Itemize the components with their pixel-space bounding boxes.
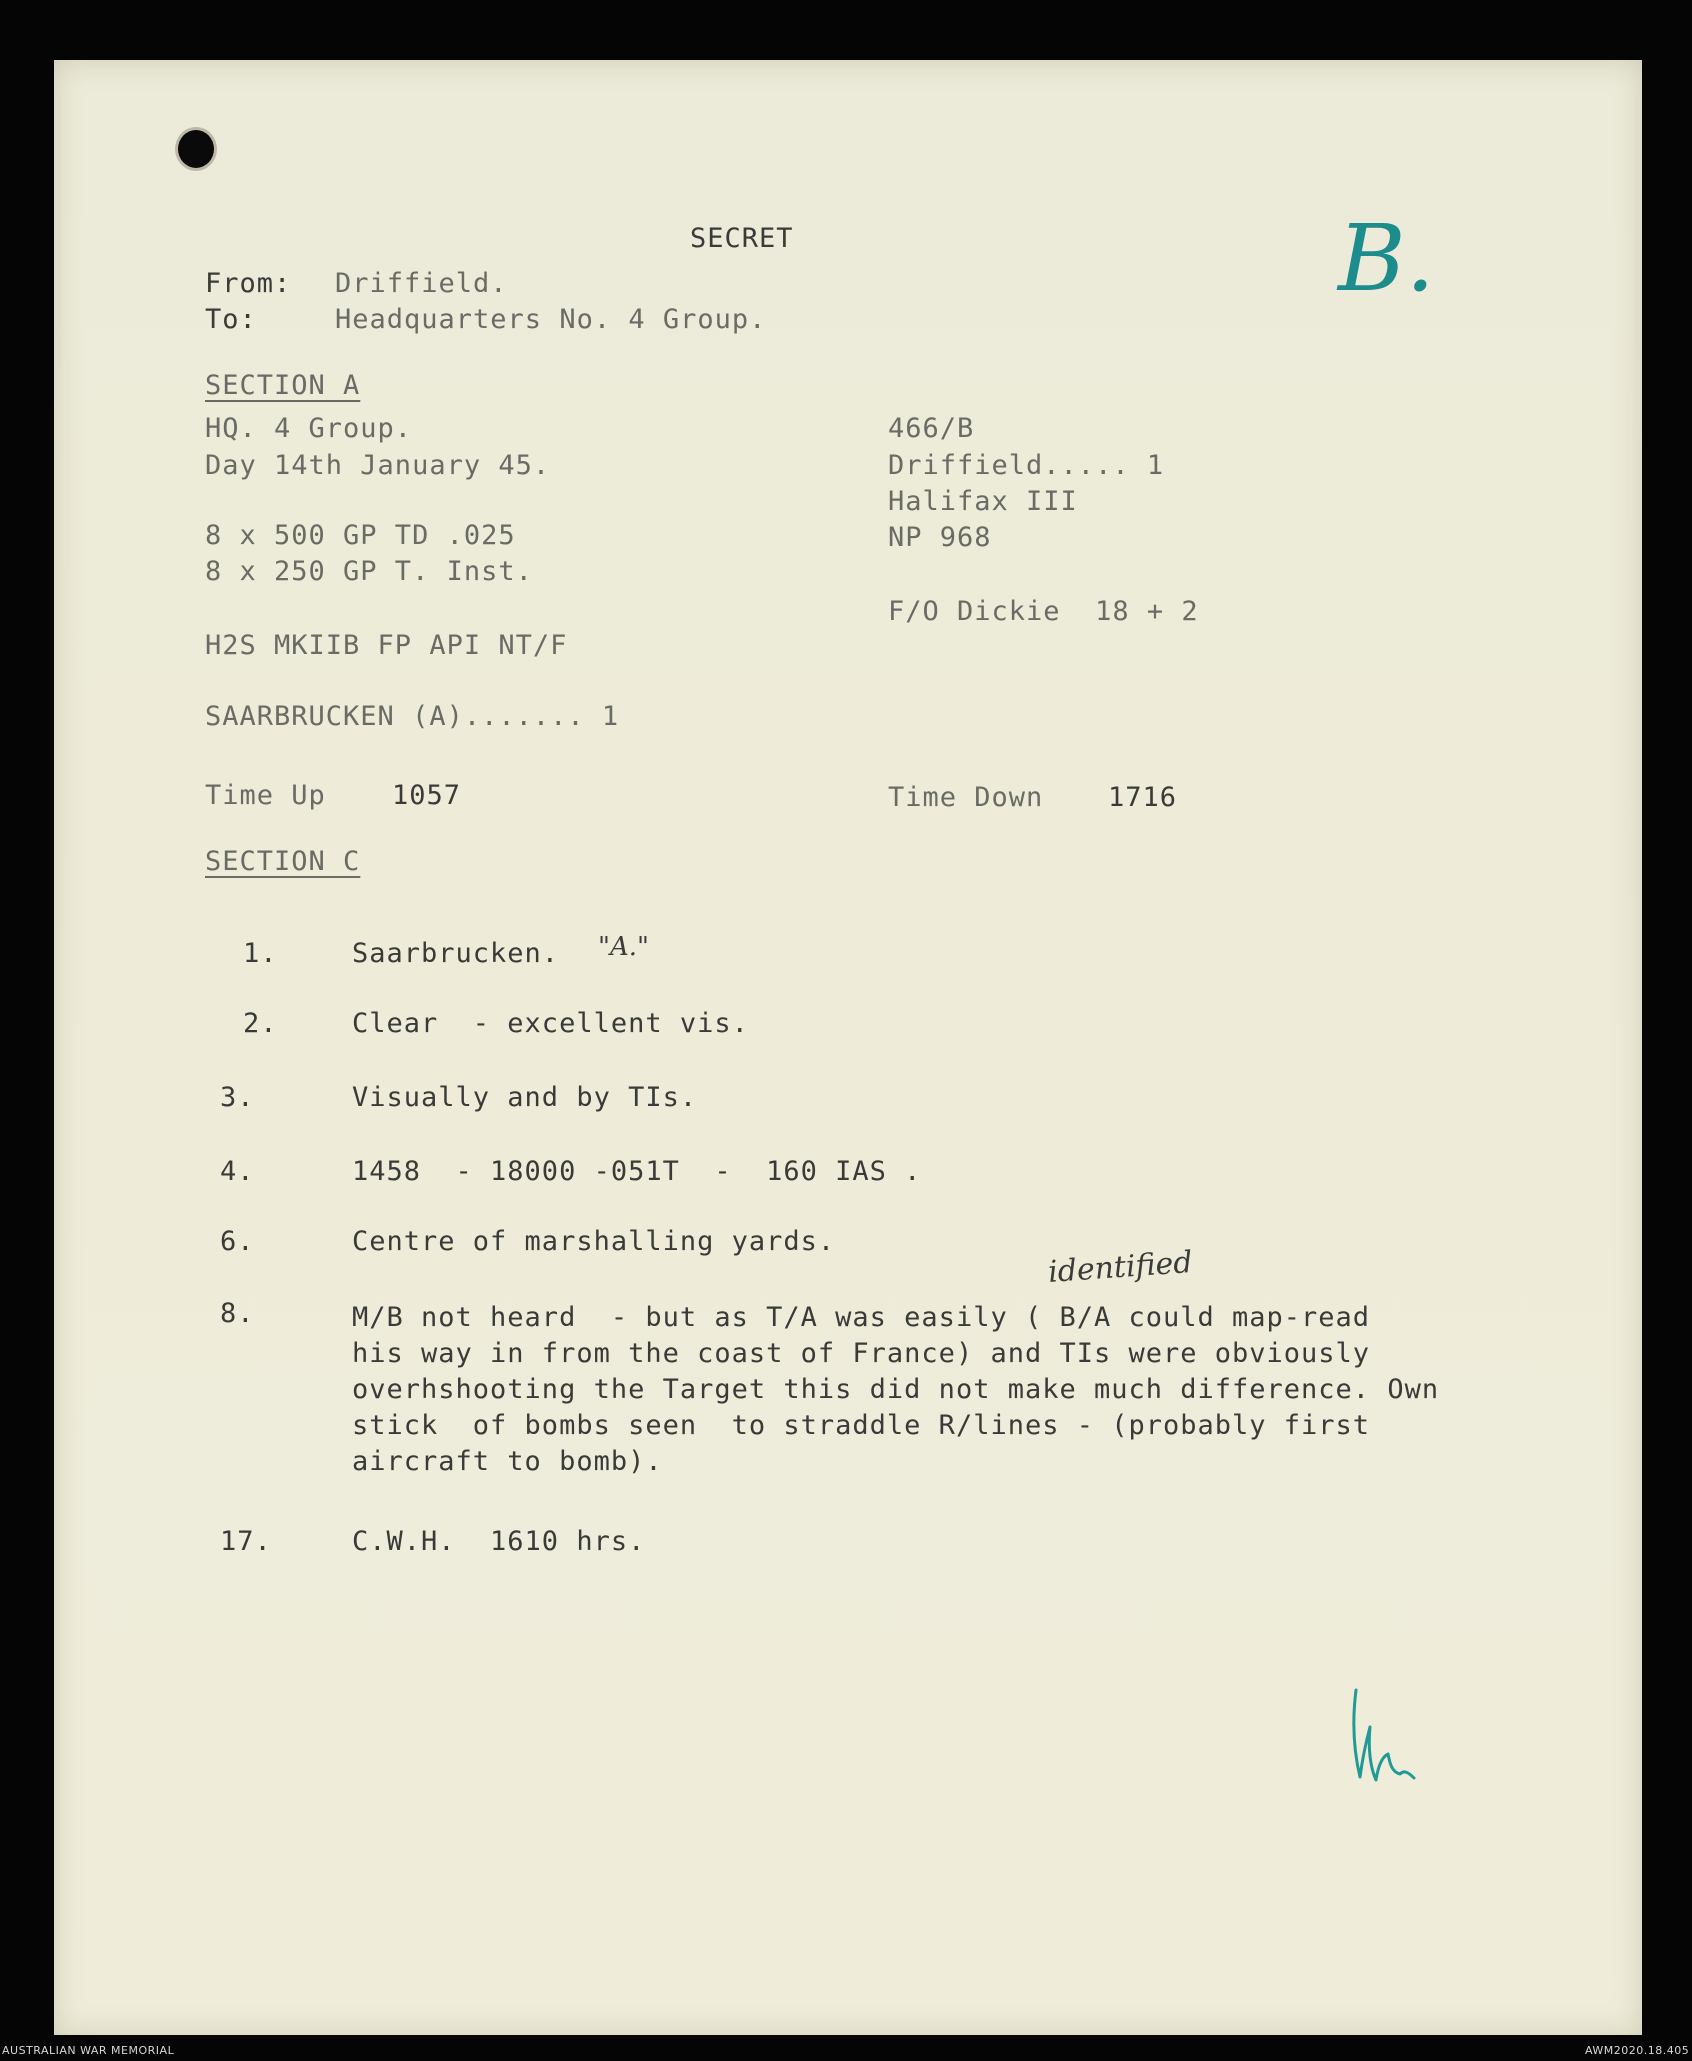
handwritten-identified-annotation: identified: [1046, 1245, 1194, 1290]
item-number: 4.: [220, 1156, 255, 1187]
item-number: 3.: [220, 1082, 255, 1113]
item-text: 1458 - 18000 -051T - 160 IAS .: [352, 1156, 922, 1187]
equipment-line: H2S MKIIB FP API NT/F: [205, 630, 568, 661]
from-value: Driffield.: [335, 268, 508, 299]
handwritten-b-mark: B.: [1338, 205, 1435, 312]
aircraft-type: Halifax III: [888, 486, 1078, 517]
footer-institution: AUSTRALIAN WAR MEMORIAL: [2, 2044, 175, 2057]
item-number: 2.: [243, 1008, 278, 1039]
handwritten-initials-signature: [1348, 1682, 1428, 1792]
section-c-title: SECTION C: [205, 846, 361, 877]
handwritten-a-annotation: "A.": [598, 932, 649, 962]
item-text: Clear - excellent vis.: [352, 1008, 749, 1039]
item-text: C.W.H. 1610 hrs.: [352, 1526, 646, 1557]
from-label: From:: [205, 268, 292, 299]
bombs-line-1: 8 x 500 GP TD .025: [205, 520, 516, 551]
item-paragraph: M/B not heard - but as T/A was easily ( B/A could map-read his way in from the coast of France) and TIs were obviously overhshooting the Target this did not make much difference. Own stick of bombs seen to straddle R/lines - (probably first aircraft to bomb).: [352, 1302, 1440, 1477]
punch-hole: [178, 130, 214, 168]
footer-accession: AWM2020.18.405: [1585, 2044, 1690, 2057]
pilot-line: F/O Dickie 18 + 2: [888, 596, 1199, 627]
time-up-label: Time Up: [205, 780, 326, 811]
target-line: SAARBRUCKEN (A)....... 1: [205, 701, 620, 732]
station-line: Driffield..... 1: [888, 450, 1165, 481]
time-up-value: 1057: [392, 780, 462, 811]
item-number: 17.: [220, 1526, 272, 1557]
hq-line: HQ. 4 Group.: [205, 413, 413, 444]
reference-number: 466/B: [888, 413, 975, 444]
unused-anchor: [1350, 2055, 1351, 2056]
secret-heading: SECRET: [690, 223, 794, 254]
section-a-title: SECTION A: [205, 370, 361, 401]
aircraft-serial: NP 968: [888, 522, 992, 553]
time-down-label: Time Down: [888, 782, 1044, 813]
day-line: Day 14th January 45.: [205, 450, 551, 481]
item-text: Saarbrucken.: [352, 938, 560, 969]
item-number: 1.: [243, 938, 278, 969]
item-number: 6.: [220, 1226, 255, 1257]
bombs-line-2: 8 x 250 GP T. Inst.: [205, 556, 533, 587]
time-down-value: 1716: [1108, 782, 1178, 813]
item-text: Centre of marshalling yards.: [352, 1226, 836, 1257]
item-text: Visually and by TIs.: [352, 1082, 698, 1113]
item-number: 8.: [220, 1298, 255, 1329]
to-label: To:: [205, 304, 257, 335]
to-value: Headquarters No. 4 Group.: [335, 304, 767, 335]
